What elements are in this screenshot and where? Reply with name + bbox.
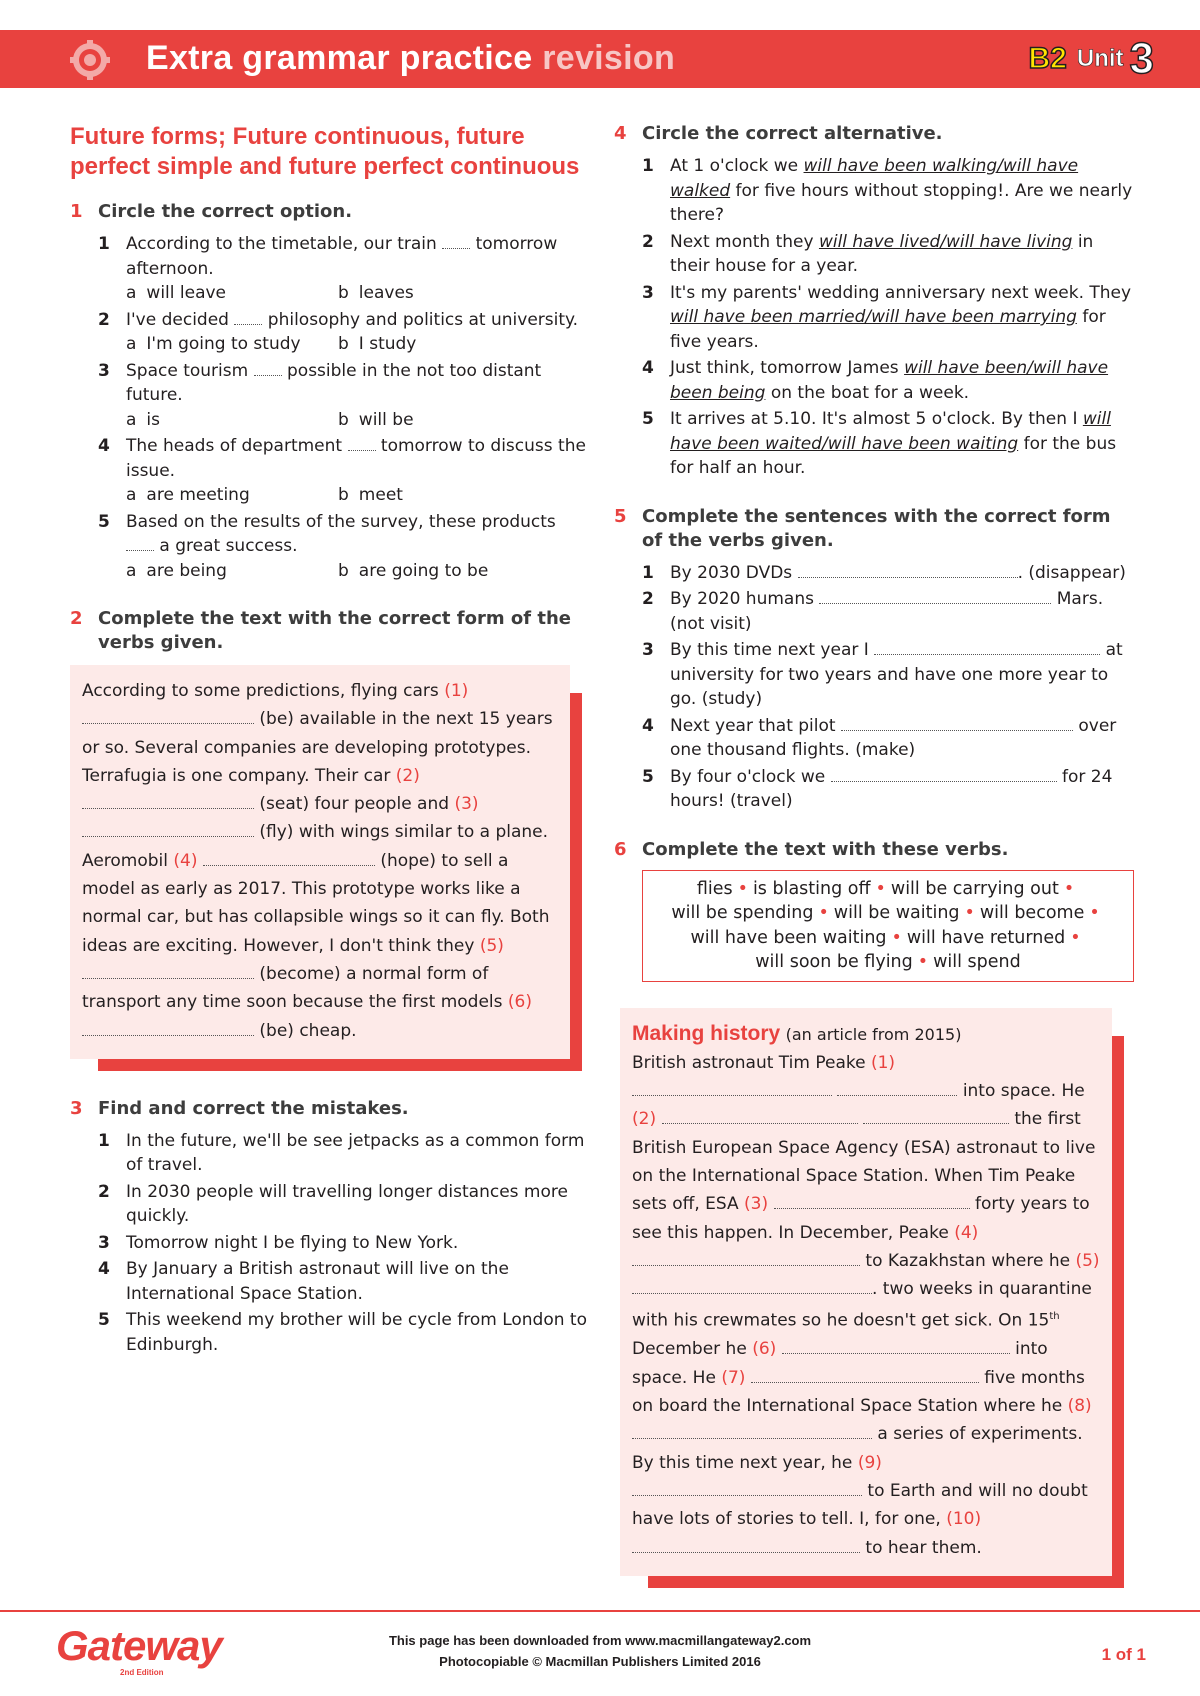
answer-blank[interactable] (82, 965, 254, 979)
question-item: 2 By 2020 humans Mars. (not visit) (642, 589, 1104, 634)
answer-blank[interactable] (831, 768, 1057, 782)
question-item: 3 By this time next year I at university for two years and have one more year to go. (study) (642, 640, 1123, 709)
answer-blank[interactable] (442, 235, 470, 249)
item-text: Space tourism (126, 360, 249, 381)
exercise-number: 6 (614, 838, 627, 860)
exercise-title: Complete the text with these verbs. (642, 838, 1009, 860)
question-item (98, 232, 588, 306)
footer-text (0, 1630, 1200, 1672)
word-option: will be carrying out (890, 878, 1059, 899)
answer-blank[interactable] (837, 1082, 957, 1096)
exercise-number: 5 (614, 505, 627, 527)
item-number: 1 (98, 234, 110, 254)
answer-blank[interactable] (82, 823, 254, 837)
question-item: 3 Tomorrow night I be flying to New York. (98, 1232, 459, 1253)
exercise-1 (70, 200, 588, 583)
page-number: 1 of 1 (1101, 1645, 1146, 1664)
answer-blank[interactable] (632, 1482, 862, 1496)
item-number: 3 (98, 360, 110, 381)
word-option: is blasting off (752, 878, 871, 899)
alternative-choice[interactable]: will have lived/will have living (818, 231, 1073, 252)
question-item: 5 It arrives at 5.10. It's almost 5 o'clock. By then I will have been waited/will have been waiting for the bus for half an hour. (642, 409, 1117, 478)
unit-number: 3 (1129, 34, 1154, 83)
answer-blank[interactable] (126, 537, 154, 551)
topic-heading: Future forms; Future continuous, future perfect simple and future perfect continuous (70, 123, 580, 180)
answer-blank[interactable] (751, 1369, 979, 1383)
answer-blank[interactable] (348, 437, 376, 451)
exercise-heading (70, 607, 588, 655)
exercise-2 (70, 607, 588, 655)
item-text: tomorrow afternoon. (126, 234, 558, 279)
option-b[interactable]: b leaves (338, 283, 414, 303)
answer-blank[interactable] (632, 1252, 860, 1266)
exercise-heading (614, 122, 1134, 146)
article-title: Making history (632, 1021, 781, 1045)
gateway-logo: Gateway 2nd Edition (56, 1622, 222, 1677)
item-text: possible in the not too distant future. (126, 360, 542, 405)
question-item: 2 Next month they will have lived/will have living in their house for a year. (642, 231, 1094, 276)
header-banner (0, 30, 1200, 88)
item-text: tomorrow to discuss the issue. (126, 436, 586, 481)
exercise-title: Circle the correct option. (98, 201, 353, 222)
text-box-making-history: Making history (an article from 2015) British astronaut Tim Peake (1) into space. He (2) the first British European Space Agency (ESA) astronaut to live on the International Space Station. When Tim Peake sets off, ESA (3) forty years to see this happen. In December, Peake (4) to Kazakhstan where he (5) . two weeks in quarantine with his crewmates so he doesn't get sick. On 15th December he (6) into space. He (7) five months on board the International Space Station where he (8) a series of experiments. By this time next year, he (9) to Earth and will no doubt have lots of stories to tell. I, for one, (10) to hear them. (620, 1008, 1112, 1576)
item-text: philosophy and politics at university. (267, 309, 579, 330)
answer-blank[interactable] (782, 1340, 1010, 1354)
exercise-title: Find and correct the mistakes. (98, 1097, 409, 1119)
question-item: 5 By four o'clock we for 24 hours! (travel) (642, 766, 1113, 811)
question-item (98, 510, 588, 584)
footer-divider (0, 1610, 1200, 1612)
answer-blank[interactable] (632, 1539, 860, 1553)
item-text: I've decided (126, 309, 229, 330)
level-label: B2 (1028, 42, 1067, 75)
exercise-6 (614, 838, 1134, 862)
alternative-choice[interactable]: will have been/will have been being (670, 358, 1109, 403)
answer-blank[interactable] (632, 1280, 872, 1294)
answer-blank[interactable] (82, 795, 254, 809)
exercise-3 (70, 1097, 588, 1358)
answer-blank[interactable] (819, 590, 1051, 604)
option-a[interactable]: a is (126, 409, 161, 430)
unit-badge (1029, 34, 1155, 84)
question-item (98, 434, 588, 508)
page-title: Extra grammar practice revision (146, 39, 676, 77)
item-text: a great success. (159, 536, 298, 556)
option-a[interactable]: a will leave (126, 283, 227, 303)
item-text: Based on the results of the survey, these products (126, 511, 556, 532)
answer-blank[interactable] (662, 1110, 858, 1124)
word-option: will have returned (906, 927, 1066, 948)
answer-blank[interactable] (863, 1110, 1009, 1124)
exercise-title: Circle the correct alternative. (642, 123, 943, 144)
item-text: According to the timetable, our train (126, 234, 437, 254)
article-subtitle: (an article from 2015) (785, 1024, 962, 1044)
answer-blank[interactable] (82, 710, 254, 724)
question-item: 2 In 2030 people will travelling longer distances more quickly. (98, 1181, 568, 1227)
gear-icon (70, 40, 110, 80)
question-item (98, 308, 588, 357)
item-number: 5 (98, 511, 110, 532)
title-accent: revision (542, 39, 676, 77)
item-text: The heads of department (126, 436, 343, 456)
question-item: 1 At 1 o'clock we will have been walking/will have walked for five hours without stopping!. Are we nearly there? (642, 156, 1133, 225)
exercise-heading (70, 200, 588, 224)
answer-blank[interactable] (203, 852, 375, 866)
question-item: 4 Next year that pilot over one thousand flights. (make) (642, 715, 1117, 760)
alternative-choice[interactable]: will have been waited/will have been waiting (670, 409, 1111, 454)
footer-download-line: This page has been downloaded from www.macmillangateway2.com (388, 1633, 812, 1648)
answer-blank[interactable] (82, 1022, 254, 1036)
exercise-number: 2 (70, 608, 83, 629)
answer-blank[interactable] (874, 641, 1100, 655)
word-option: will have been waiting (690, 927, 887, 948)
exercise-title: Complete the sentences with the correct form of the verbs given. (642, 505, 1111, 551)
option-b[interactable]: b are going to be (338, 560, 489, 581)
exercise-heading (614, 505, 1134, 553)
answer-blank[interactable] (234, 311, 262, 325)
word-option: flies (696, 878, 733, 899)
answer-blank[interactable] (632, 1425, 872, 1439)
item-number: 2 (98, 309, 110, 330)
alternative-choice[interactable]: will have been married/will have been marrying (670, 307, 1077, 327)
answer-blank[interactable] (774, 1195, 970, 1209)
question-item: 1 By 2030 DVDs . (disappear) (642, 562, 1126, 583)
item-number: 4 (98, 436, 110, 456)
option-a[interactable]: a are being (126, 560, 227, 581)
option-a[interactable]: a I'm going to study (126, 334, 301, 354)
word-option: will soon be flying (755, 952, 913, 972)
exercise-title: Complete the text with the correct form of the verbs given. (98, 608, 571, 653)
question-item (98, 359, 588, 433)
text-box-flying-cars: According to some predictions, flying cars (1) (be) available in the next 15 years or so. Several companies are developing prototypes. Terrafugia is one company. Their car (2) (seat) four people and (3) (fly) with wings similar to a plane. Aeromobil (4) (hope) to sell a model as early as 2017. This prototype works like a normal car, but has collapsible wings so it can fly. Both ideas are exciting. However, I don't think they (5) (become) a normal form of transport any time soon because the first models (6) (be) cheap. (70, 665, 570, 1059)
exercise-number: 1 (70, 201, 83, 222)
option-a[interactable]: a are meeting (126, 485, 250, 505)
exercise-5 (614, 505, 1134, 814)
exercise-heading (70, 1097, 588, 1121)
answer-blank[interactable] (798, 564, 1018, 578)
answer-blank[interactable] (632, 1082, 832, 1096)
option-b[interactable]: b will be (338, 409, 414, 430)
right-column (614, 122, 1134, 1604)
left-column (70, 122, 588, 1381)
option-b[interactable]: b I study (338, 334, 417, 354)
exercise-heading (614, 838, 1134, 862)
question-item: 5 This weekend my brother will be cycle from London to Edinburgh. (98, 1310, 587, 1355)
exercise-number: 4 (614, 123, 627, 144)
question-item: 1 In the future, we'll be see jetpacks as a common form of travel. (98, 1130, 585, 1176)
unit-label: Unit (1076, 45, 1124, 72)
question-item: 3 It's my parents' wedding anniversary next week. They will have been married/will have been marrying for five years. (642, 282, 1132, 352)
word-option: will become (979, 903, 1085, 923)
question-item: 4 Just think, tomorrow James will have been/will have been being on the boat for a week. (642, 358, 1109, 403)
option-b[interactable]: b meet (338, 485, 403, 505)
question-item: 4 By January a British astronaut will live on the International Space Station. (98, 1259, 509, 1304)
alternative-choice[interactable]: will have been walking/will have walked (670, 156, 1079, 201)
word-option: will be waiting (833, 903, 960, 923)
exercise-4 (614, 122, 1134, 481)
answer-blank[interactable] (841, 717, 1073, 731)
answer-blank[interactable] (254, 362, 282, 376)
footer-copyright: Photocopiable © Macmillan Publishers Limited 2016 (439, 1654, 761, 1669)
word-option: will be spending (671, 903, 814, 923)
exercise-number: 3 (70, 1097, 83, 1119)
word-option: will spend (933, 952, 1021, 972)
word-box: flies • is blasting off • will be carrying out • will be spending • will be waiting • will become • will have been waiting • will have returned • will soon be flying • will spend (642, 870, 1134, 982)
